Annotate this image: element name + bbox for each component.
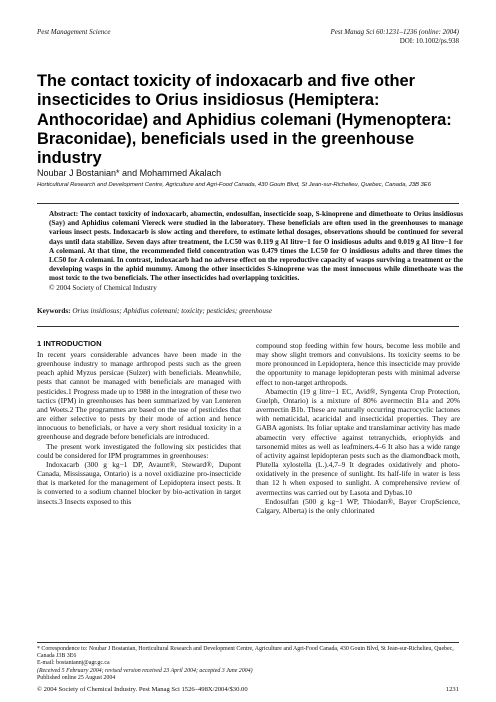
doi-line: DOI: 10.1002/ps.938 [399,36,459,45]
left-paragraph: The present work investigated the following six pesticides that could be considered for IPM programmes in greenhouses: [37,441,241,460]
keywords-list: Orius insidiosus; Aphidius colemani; toxicity; pesticides; greenhouse [72,307,272,315]
citation-line: Pest Manag Sci 60:1231–1236 (online: 2004) [330,28,459,36]
footnote-line: Published online 25 August 2004 [37,674,116,681]
divider-footnote [37,642,459,643]
keywords-label: Keywords: [37,307,71,315]
abstract [49,210,463,293]
right-paragraph: Abamectin (19 g litre−1 EC, Avid®, Syngenta Crop Protection, Guelph, Ontario) is a mixture of 80% avermectin B1a and 20% avermectin B1b. These are naturally occurring macrocyclic lactones with nematicidal, acaricidal and insecticidal properties. They are GABA agonists. Its foliar uptake and translaminar activity has made abamectin very effective against tetranychids, eriophyids and tarsonemid mites as well as leafminers.4–6 It also has a wide range of activity against lepidopteran pests such as the diamondback moth, Plutella xylostella (L.).4,7–9 It degrades oxidatively and photo-oxidatively in the presence of sunlight. Its half-life in water is less than 12 h when exposed to sunlight. A comprehensive review of avermectins was carried out by Lasota and Dybas.10 [256,386,460,497]
left-column [37,350,241,506]
affiliation: Horticultural Research and Development Centre, Agriculture and Agri-Food Canada, 430 Gouin Blvd, St Jean-sur-Richelieu, Quebec, Canada, J3B 3E6 [37,182,432,188]
left-paragraph: In recent years considerable advances have been made in the greenhouse industry to manage arthropod pests such as the green peach aphid Myzus persicae (Sulzer) with beneficials. Meanwhile, pests that cannot be managed with beneficials are managed with pesticides.1 Progress made up to 1988 in the integration of these two tactics (IPM) in greenhouses has been summarized by van Lenteren and Woets.2 The programmes are based on the use of pesticides that are either selective to pests by their mode of action and hence innocuous to beneficials, or have a very short residual toxicity in a greenhouse and degrade before beneficials are introduced. [37,350,241,442]
bottom-bar [37,686,459,693]
bottom-copyright: © 2004 Society of Chemical Industry. Pest Manag Sci 1526–498X/2004/$30.00 [37,686,248,693]
right-paragraph: compound stop feeding within few hours, become less mobile and may show slight tremors and convulsions. Its toxicity seems to be more pronounced in Lepidoptera, hence this insecticide may provide the opportunity to manage lepidopteran pests with minimal adverse effect to non-target arthropods. [256,341,460,387]
left-paragraph: Indoxacarb (300 g kg−1 DP, Avaunt®, Steward®, Dupont Canada, Mississauga, Ontario) is a novel oxidiazine pro-insecticide that is marketed for the management of Lepidoptera insect pests. It is converted to a sodium channel blocker by bio-activation in target insects.3 Insects exposed to this [37,459,241,506]
right-paragraph: Endosulfan (500 g kg−1 WP, Thiodan®, Bayer CropScience, Calgary, Alberta) is the only chlorinated [256,496,460,515]
right-column [256,341,460,515]
abstract-copyright: © 2004 Society of Chemical Industry [49,283,157,292]
article-title: The contact toxicity of indoxacarb and five other insecticides to Orius insidiosus (Hemiptera: Anthocoridae) and Aphidius colemani (Hymenoptera: Braconidae), beneficials used in the greenhouse industry [37,72,452,168]
page-number: 1231 [445,686,459,693]
footnotes [37,646,459,682]
abstract-text: Abstract: The contact toxicity of indoxacarb, abamectin, endosulfan, insecticide soap, S-kinoprene and dimethoate to Orius insidiosus (Say) and Aphidius colemani Viereck were studied in the laboratory. These beneficials are often used in the greenhouses to manage various insect pests. Indoxacarb is slow acting and therefore, to estimate lethal dosages, observations should be continued for several days until data stabilize. Seven days after treatment, the LC50 was 0.119 g AI litre−1 for O insidiosus adults and 0.019 g AI litre−1 for A colemani. At that time, the recommended field concentration was 0.479 times the LC50 for O insidiosus adults and three times the LC50 for A colemani. In contrast, indoxacarb had no adverse effect on the reproductive capacity of wasps surviving a treatment or the developing wasps in the aphid mummy. Among the other insecticides S-kinoprene was the most innocuous while dimethoate was the most toxic to the two beneficials. The other insecticides had overlapping toxicities. [49,210,463,283]
footnote-line: * Correspondence to: Noubar J Bostanian, Horticultural Research and Development Centre, Agriculture and Agri-Food Canada, 430 Gouin Blvd, St Jean-sur-Richelieu, Quebec, Canada J3B 3E6 [37,646,454,660]
divider-top [37,203,459,204]
footnote-line: (Received 5 February 2004; revised version received 23 April 2004; accepted 3 June 2004) [37,667,253,674]
divider-keywords [37,326,459,327]
journal-citation [330,28,459,45]
keywords [37,307,459,316]
journal-name: Pest Management Science [37,28,111,36]
section-heading: 1 INTRODUCTION [37,339,102,348]
footnote-line: E-mail: bostaniannj@agr.gc.ca [37,660,110,667]
authors: Noubar J Bostanian* and Mohammed Akalach [37,168,222,178]
